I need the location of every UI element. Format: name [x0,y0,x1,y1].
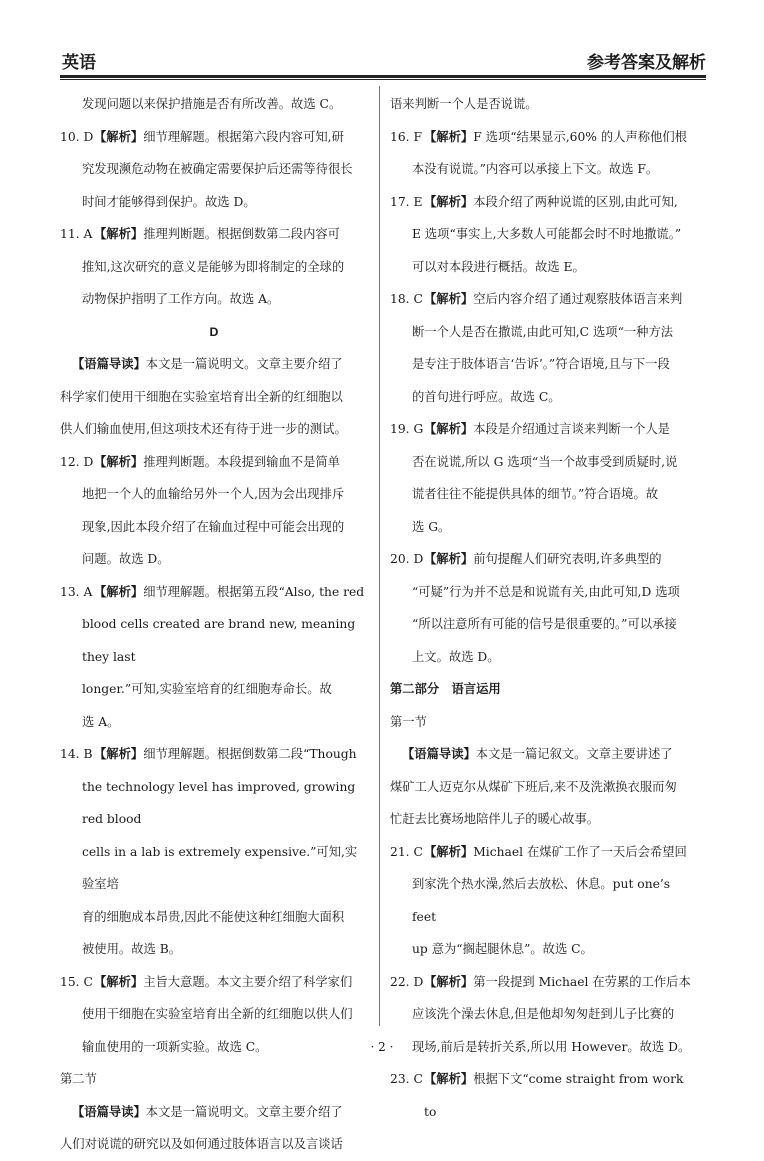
passage-guide [390,738,698,771]
analysis-tag: 【解析】 [94,128,144,144]
analysis-tag: 【解析】 [94,453,144,469]
answer-12 [60,446,368,576]
answer-11 [60,218,368,316]
analysis-tag: 【解析】 [424,551,474,566]
guide-text: 煤矿工人迈克尔从煤矿下班后,来不及洗漱换衣服而匆 [390,779,677,794]
text-line: 语来判断一个人是否说谎。 [390,97,538,111]
answer-text: 空后内容介绍了通过观察肢体语言来判 [473,292,683,306]
answer-text: 现场,前后是转折关系,所以用 However。故选 D。 [412,1039,691,1054]
answer-text: longer.”可知,实验室培育的红细胞寿命长。故 [82,682,332,696]
guide-text: 人们对说谎的研究以及如何通过肢体语言以及言谈话 [60,1137,343,1151]
answer-text: 是专注于肢体语言‘告诉’。”符合语境,且与下一段 [412,357,670,371]
analysis-tag: 【解析】 [424,973,474,989]
answer-number: 23. C [390,1072,423,1086]
header-rule-thin [60,79,706,80]
answer-text: E 选项“事实上,大多数人可能都会时不时地撒谎。” [412,227,682,241]
section-heading: 第一节 [390,714,427,729]
guide-tag: 【语篇导读】 [402,746,476,761]
answer-16 [390,121,698,186]
answer-14 [60,738,368,966]
answer-text: 到家洗个热水澡,然后去放松、休息。put one’s feet [412,877,671,924]
answer-text: 细节理解题。根据第五段“Also, the red [143,584,365,599]
answer-text: 动物保护指明了工作方向。故选 A。 [82,292,280,306]
answer-18 [390,283,698,413]
answer-text: 可以对本段进行概括。故选 E。 [412,259,585,274]
answer-text: 问题。故选 D。 [82,552,170,566]
answer-10 [60,121,368,219]
answer-number: 22. D [390,974,424,989]
section-heading-d: D [209,324,219,339]
answer-text: 被使用。故选 B。 [82,942,182,956]
answer-text: 输血使用的一项新实验。故选 C。 [82,1039,268,1054]
answer-text: 推理判断题。本段提到输血不是简单 [143,454,340,469]
answer-text: 究发现濒危动物在被确定需要保护后还需等待很长 [82,162,353,176]
left-column [60,88,368,1161]
answer-text: 根据下文“come straight from work to [424,1072,684,1119]
analysis-tag: 【解析】 [424,193,474,209]
guide-text: 本文是一篇记叙文。文章主要讲述了 [475,747,673,761]
section-heading: 第二节 [60,1072,97,1086]
answer-number: 12. D [60,454,94,469]
answer-text: 选 A。 [82,714,120,729]
answer-text: 育的细胞成本昂贵,因此不能使这种红细胞大面积 [82,909,345,924]
analysis-tag: 【解析】 [94,583,144,599]
guide-text: 供人们输血使用,但这项技术还有待于进一步的测试。 [60,422,347,436]
answer-text: 细节理解题。根据第六段内容可知,研 [143,129,344,144]
answer-17 [390,186,698,284]
answer-number: 14. B [60,747,93,761]
answer-text: 时间才能够得到保护。故选 D。 [82,194,256,209]
answer-number: 21. C [390,844,423,859]
answer-text: 的首句进行呼应。故选 C。 [412,389,561,404]
answer-text: up 意为“搁起腿休息”。故选 C。 [412,942,593,956]
answer-number: 17. E [390,194,423,209]
column-divider [379,86,380,1026]
answer-text: 推理判断题。根据倒数第二段内容可 [143,227,340,241]
answer-text: “所以注意所有可能的信号是很重要的。”可以承接 [412,617,677,631]
passage-guide [60,348,368,381]
answer-text: 现象,因此本段介绍了在输血过程中可能会出现的 [82,519,345,534]
answer-text: the technology level has improved, growing red blood [82,779,356,826]
guide-text: 科学家们使用干细胞在实验室培育出全新的红细胞以 [60,389,343,404]
answer-20 [390,543,698,673]
answer-number: 13. A [60,584,93,599]
answer-number: 16. F [390,129,422,144]
answer-number: 11. A [60,227,93,241]
guide-tag: 【语篇导读】 [72,1103,146,1119]
answer-text: 主旨大意题。本文主要介绍了科学家们 [143,974,353,989]
passage-guide [60,1096,368,1129]
header-rule [60,75,706,78]
guide-text: 忙赶去比赛场地陪伴儿子的暖心故事。 [390,812,600,826]
answer-number: 15. C [60,974,93,989]
answer-23 [390,1063,698,1128]
answer-number: 20. D [390,552,424,566]
answer-text: 第一段提到 Michael 在劳累的工作后本 [473,974,691,989]
answer-text: F 选项“结果显示,60% 的人声称他们根 [473,129,687,144]
answer-text: 使用干细胞在实验室培育出全新的红细胞以供人们 [82,1007,353,1021]
answer-text: 推知,这次研究的意义是能够为即将制定的全球的 [82,259,345,274]
answer-13 [60,576,368,739]
answer-text: 断一个人是否在撒谎,由此可知,C 选项“一种方法 [412,324,674,339]
answer-text: “可疑”行为并不总是和说谎有关,由此可知,D 选项 [412,584,680,599]
header-title: 参考答案及解析 [587,53,706,73]
answer-19 [390,413,698,543]
analysis-tag: 【解析】 [424,421,474,436]
text-line: 发现问题以来保护措施是否有所改善。故选 C。 [82,97,342,111]
analysis-tag: 【解析】 [424,843,474,859]
answer-text: 否在说谎,所以 G 选项“当一个故事受到质疑时,说 [412,454,678,469]
answer-text: cells in a lab is extremely expensive.”可知,实验室培 [82,844,358,891]
answer-text: blood cells created are brand new, meaning they last [82,617,356,664]
answer-text: 选 G。 [412,519,451,534]
answer-text: 本段是介绍通过言谈来判断一个人是 [473,422,670,436]
answer-text: 上文。故选 D。 [412,649,500,664]
answer-text: 本没有说谎。”内容可以承接上下文。故选 F。 [412,162,659,176]
analysis-tag: 【解析】 [424,291,474,306]
answer-text: 谎者往往不能提供具体的细节。”符合语境。故 [412,487,659,501]
page-number: · 2 · [370,1040,394,1054]
part-heading: 第二部分 语言运用 [390,681,501,696]
answer-21 [390,836,698,966]
analysis-tag: 【解析】 [94,973,144,989]
analysis-tag: 【解析】 [424,128,474,144]
answer-text: 应该洗个澡去休息,但是他却匆匆赶到儿子比赛的 [412,1007,675,1021]
right-column [390,88,698,1128]
subject-label: 英语 [62,53,96,73]
answer-number: 10. D [60,129,94,144]
answer-text: 地把一个人的血输给另外一个人,因为会出现排斥 [82,487,345,501]
answer-text: 本段介绍了两种说谎的区别,由此可知, [473,194,678,209]
analysis-tag: 【解析】 [94,226,144,241]
page-header [60,44,706,74]
guide-text: 本文是一篇说明文。文章主要介绍了 [145,357,343,371]
answer-number: 19. G [390,422,424,436]
guide-tag: 【语篇导读】 [72,356,146,371]
answer-text: 前句提醒人们研究表明,许多典型的 [473,552,662,566]
analysis-tag: 【解析】 [424,1071,474,1086]
answer-number: 18. C [390,292,423,306]
guide-text: 本文是一篇说明文。文章主要介绍了 [145,1104,343,1119]
answer-text: 细节理解题。根据倒数第二段“Though [143,747,357,761]
answer-text: Michael 在煤矿工作了一天后会希望回 [473,844,687,859]
analysis-tag: 【解析】 [94,746,144,761]
